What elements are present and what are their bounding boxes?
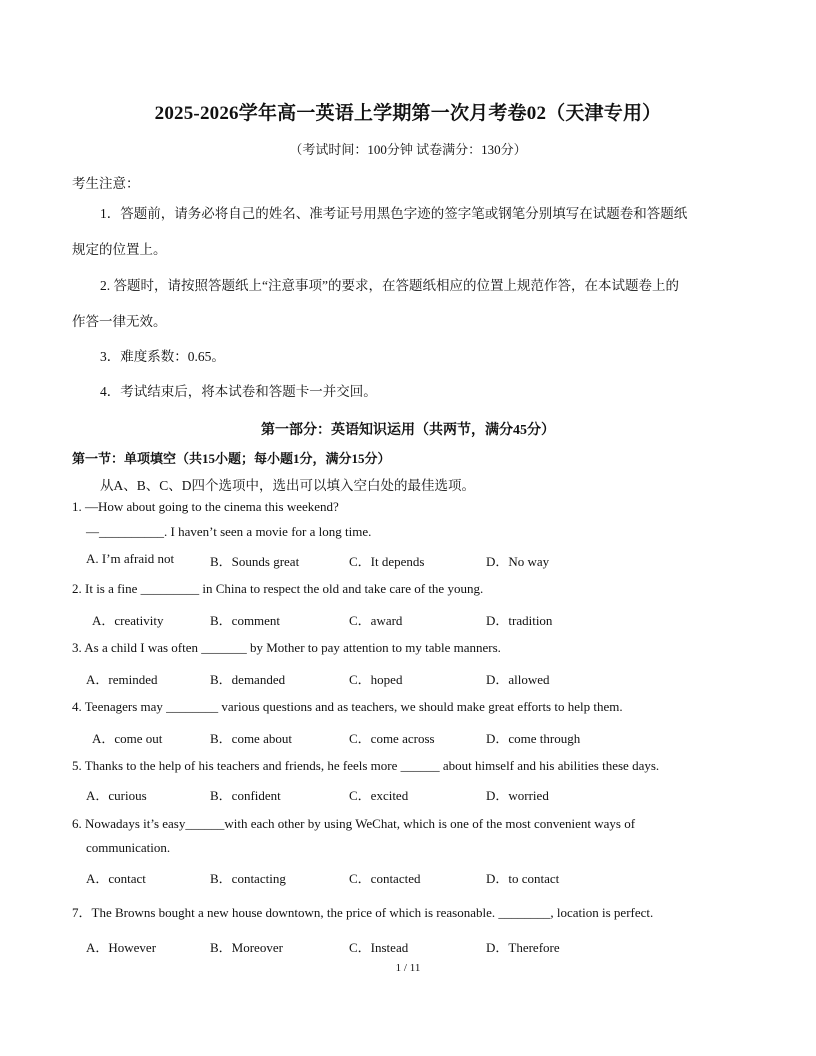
notice-item-4: 4．考试结束后，将本试卷和答题卡一并交回。 (100, 384, 377, 399)
notice-item-1: 1．答题前，请务必将自己的姓名、准考证号用黑色字迹的签字笔或钢笔分别填写在试题卷和答题纸 (100, 206, 688, 221)
option-d: D．come through (486, 731, 581, 746)
option-c: C．It depends (349, 554, 425, 569)
option-d: D．No way (486, 554, 550, 569)
notice-item-2: 2. 答题时，请按照答题纸上“注意事项”的要求，在答题纸相应的位置上规范作答，在本试题卷上的 (100, 278, 679, 293)
option-c: C．hoped (349, 672, 403, 687)
option-c: C．contacted (349, 871, 421, 886)
notice-item-1-cont: 规定的位置上。 (72, 242, 167, 257)
page-number: 1 / 11 (395, 962, 421, 974)
option-a: A．curious (86, 788, 147, 803)
option-b: B．Moreover (210, 940, 283, 955)
part-heading: 第一部分：英语知识运用（共两节，满分45分） (261, 423, 555, 438)
question-stem: 6. Nowadays it’s easy______with each other by using WeChat, which is one of the most convenient ways of (72, 816, 636, 831)
option-a: A．contact (86, 871, 146, 886)
option-d: D．to contact (486, 871, 560, 886)
option-c: C．award (349, 613, 403, 628)
option-b: B．Sounds great (210, 554, 300, 569)
option-b: B．contacting (210, 871, 286, 886)
page-title: 2025-2026学年高一英语上学期第一次月考卷02（天津专用） (154, 103, 662, 124)
section-heading: 第一节：单项填空（共15小题；每小题1分，满分15分） (72, 451, 391, 466)
option-a: A. I’m afraid not (86, 551, 175, 566)
option-d: D．allowed (486, 672, 550, 687)
option-c: C．Instead (349, 940, 409, 955)
option-c: C．excited (349, 788, 409, 803)
option-b: B．demanded (210, 672, 286, 687)
notice-heading: 考生注意： (72, 176, 140, 191)
option-d: D．worried (486, 788, 549, 803)
option-b: B．come about (210, 731, 292, 746)
notice-item-2-cont: 作答一律无效。 (72, 314, 167, 329)
question-stem: 1. —How about going to the cinema this weekend? (72, 499, 339, 514)
question-stem: 5. Thanks to the help of his teachers and friends, he feels more ______ about himself and his abilities these days. (72, 758, 660, 773)
section-instruction: 从A、B、C、D四个选项中，选出可以填入空白处的最佳选项。 (100, 478, 476, 493)
exam-time-info: （考试时间：100分钟 试卷满分：130分） (289, 142, 527, 157)
question-stem: 7．The Browns bought a new house downtown, the price of which is reasonable. ________, location is perfect. (72, 905, 654, 920)
option-a: A．come out (92, 731, 163, 746)
option-a: A．However (86, 940, 157, 955)
question-stem: 3. As a child I was often _______ by Mother to pay attention to my table manners. (72, 640, 501, 655)
question-stem-cont: —__________. I haven’t seen a movie for a long time. (86, 524, 372, 539)
question-stem-cont: communication. (86, 840, 171, 855)
question-stem: 4. Teenagers may ________ various questions and as teachers, we should make great efforts to help them. (72, 699, 623, 714)
option-c: C．come across (349, 731, 435, 746)
option-a: A．creativity (92, 613, 164, 628)
option-d: D．tradition (486, 613, 553, 628)
option-b: B．confident (210, 788, 281, 803)
option-a: A．reminded (86, 672, 158, 687)
question-stem: 2. It is a fine _________ in China to respect the old and take care of the young. (72, 581, 484, 596)
option-b: B．comment (210, 613, 281, 628)
notice-item-3: 3．难度系数：0.65。 (100, 349, 225, 364)
option-d: D．Therefore (486, 940, 560, 955)
